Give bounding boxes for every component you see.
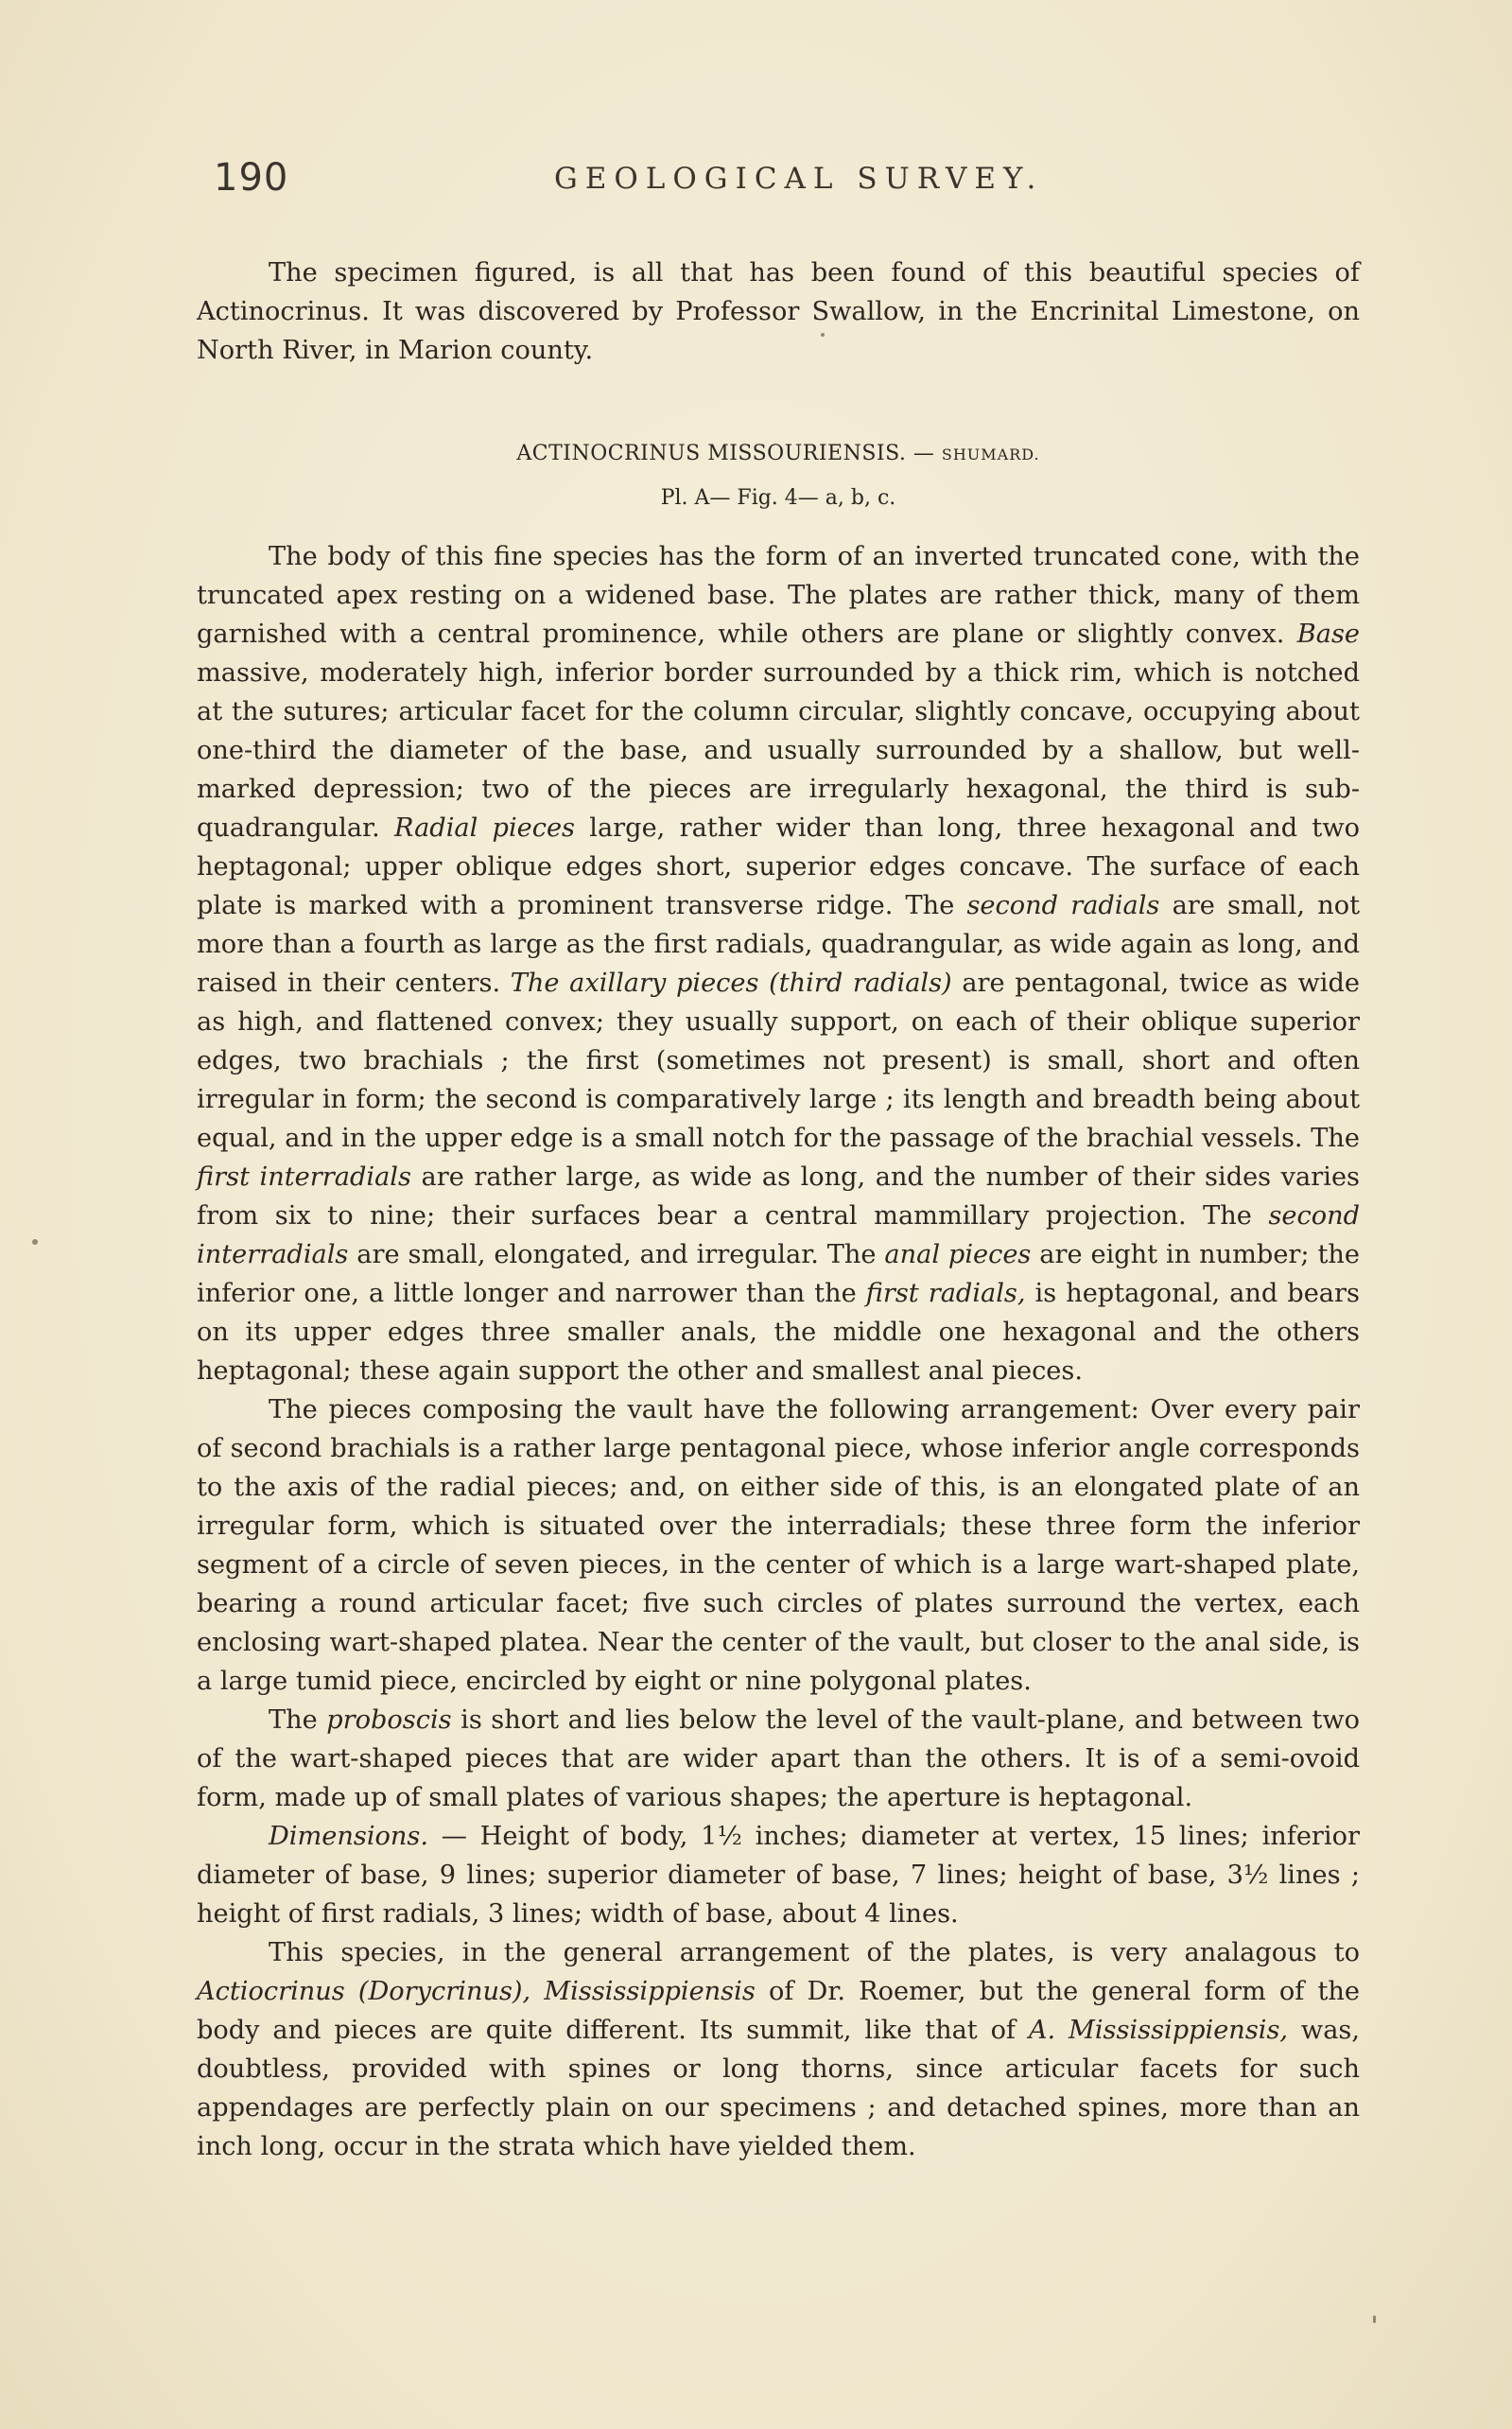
- term-actiocrinus: Actiocrinus: [197, 1977, 345, 2006]
- text-run: of Dr. Roemer, but the general form of the body and pieces are quite different. Its summit, like that of: [197, 1977, 1360, 2045]
- proboscis-paragraph: [197, 1701, 1360, 1817]
- term-mississippiensis: Mississippiensis: [544, 1977, 756, 2006]
- plate-reference: Pl. A— Fig. 4— a, b, c.: [660, 486, 896, 510]
- term-dimensions: Dimensions.: [269, 1822, 428, 1851]
- intro-paragraph: The specimen figured, is all that has been found of this beautiful species of Actinocrinus. It was discovered by Professor Swallow, in the Encrinital Limestone, on North River, in Marion county.: [197, 258, 1360, 365]
- page-number: 190: [214, 156, 289, 200]
- term-dorycrinus: (Dorycrinus),: [357, 1977, 531, 2006]
- text-run: — Height of body, 1½ inches; diameter at vertex, 15 lines; inferior diameter of base, 9 lines; superior diameter of base, 7 lines; height of base, 3½ lines ; height of first radials, 3 lines; width of base, about 4 lines.: [197, 1822, 1360, 1929]
- text-run: are rather large, as wide as long, and the number of their sides varies from six to nine; their surfaces bear a central mammillary projection. The: [197, 1162, 1360, 1231]
- term-a-mississippiensis: A. Mississippiensis,: [1028, 2016, 1289, 2045]
- text-run: was, doubtless, provided with spines or long thorns, since articular facets for such appendages are perfectly plain on our specimens ; and detached spines, more than an inch long, occur in the strata which have yielded them.: [197, 2016, 1360, 2161]
- ink-speck: [821, 333, 825, 337]
- text-run: This species, in the general arrangement of the plates, is very analagous to: [269, 1938, 1360, 1967]
- text-run: The body of this fine species has the form of an inverted truncated cone, with the truncated apex resting on a widened base. The plates are rather thick, many of them garnished with a central prominence, while others are plane or slightly convex.: [197, 542, 1360, 649]
- text-run: are eight in number; the inferior one, a little longer and narrower than the: [197, 1240, 1360, 1308]
- term-axillary-pieces: The axillary pieces: [510, 969, 759, 998]
- term-second-interradials: second interradials: [197, 1201, 1360, 1269]
- term-second-radials: second radials: [966, 891, 1160, 920]
- term-first-interradials: first interradials: [197, 1162, 411, 1192]
- term-proboscis: proboscis: [326, 1705, 452, 1735]
- description-paragraph: [197, 537, 1360, 1390]
- text-run: large, rather wider than long, three hexagonal and two heptagonal; upper oblique edges short, superior edges concave. The surface of each plate is marked with a prominent transverse ridge. The: [197, 813, 1360, 920]
- page-header: [206, 156, 1360, 213]
- text-run: are pentagonal, twice as wide as high, and flattened convex; they usually support, on each of their oblique superior edges, two brachials ; the first (sometimes not present) is small, short and often irregular in form; the second is comparatively large ; its length and breadth being about equal, and in the upper edge is a small notch for the passage of the brachial vessels. The: [197, 969, 1360, 1153]
- page-body: [197, 253, 1360, 2166]
- running-head: GEOLOGICAL SURVEY.: [554, 162, 1044, 196]
- term-third-radials: (third radials): [769, 969, 952, 998]
- text-run: is heptagonal, and bears on its upper edges three smaller anals, the middle one hexagonal and the others heptagonal; these again support the other and smallest anal pieces.: [197, 1279, 1360, 1386]
- species-name: ACTINOCRINUS MISSOURIENSIS. —: [516, 442, 935, 465]
- vault-paragraph: The pieces composing the vault have the following arrangement: Over every pair of second brachials is a rather large pentagonal piece, whose inferior angle corresponds to the axis of the radial pieces; and, on either side of this, is an elongated plate of an irregular form, which is situated over the interradials; these three form the inferior segment of a circle of seven pieces, in the center of which is a large wart-shaped plate, bearing a round articular facet; five such circles of plates surround the vertex, each enclosing wart-shaped platea. Near the center of the vault, but closer to the anal side, is a large tumid piece, encircled by eight or nine polygonal plates.: [197, 1395, 1360, 1696]
- text-run: is short and lies below the level of the vault-plane, and between two of the wart-shaped pieces that are wider apart than the others. It is of a semi-ovoid form, made up of small plates of various shapes; the aperture is heptagonal.: [197, 1705, 1360, 1812]
- term-base: Base: [1296, 620, 1360, 649]
- term-radial-pieces: Radial pieces: [393, 813, 576, 843]
- term-first-radials: first radials,: [865, 1279, 1026, 1308]
- dimensions-paragraph: [197, 1817, 1360, 1933]
- text-run: massive, moderately high, inferior border surrounded by a thick rim, which is notched at the sutures; articular facet for the column circular, slightly concave, occupying about one-third the diameter of the base, and usually surrounded by a shallow, but well-marked depression; two of the pieces are irregularly hexagonal, the third is sub-quadrangular.: [197, 658, 1360, 843]
- comparison-paragraph: [197, 1933, 1360, 2166]
- text-run: are small, elongated, and irregular. The: [356, 1240, 877, 1269]
- text-run: The: [269, 1705, 318, 1735]
- ink-speck: [1373, 2315, 1376, 2323]
- text-run: are small, not more than a fourth as large as the first radials, quadrangular, as wide again as long, and raised in their centers.: [197, 891, 1360, 998]
- species-title: [197, 438, 1360, 471]
- species-author: SHUMARD.: [941, 446, 1040, 463]
- ink-speck: [32, 1239, 38, 1245]
- term-anal-pieces: anal pieces: [884, 1240, 1032, 1269]
